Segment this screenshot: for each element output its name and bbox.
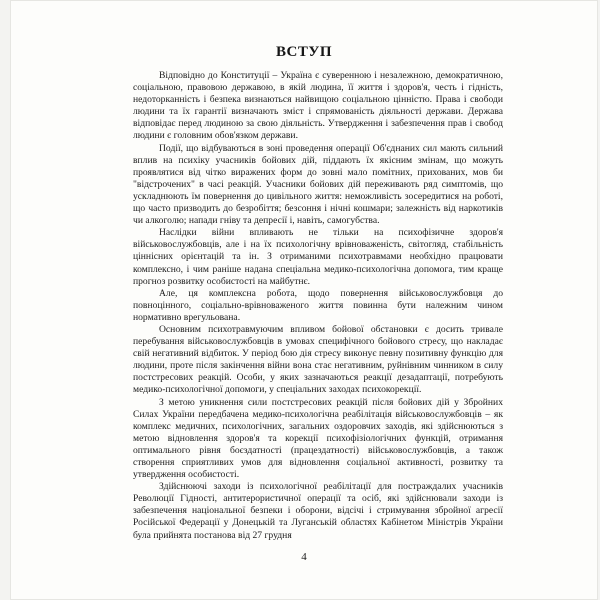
paragraph-combat-stress: Основним психотравмуючим впливом бойової обстановки є досить тривале перебування військовослужбовців в умовах специфічного бойового стресу, що накладає свій негативний відбиток. У період бою дія стресу виконує певну позитивну функцію для людини, проте після закінчення війни вона стає негативним, руйнівним чинником в силу постстресових реакцій. Особи, у яких зазначаються реакції дезадаптації, потребують медико-психологічної допомоги, у спеціальних заходах психокорекції. bbox=[133, 323, 503, 396]
paragraph-rehabilitation: З метою уникнення сили постстресових реакцій після бойових дій у Збройних Силах України передбачена медико-психологічна реабілітація військовослужбовців – як комплекс медичних, психологічних, загальних оздоровчих заходів, які здійснюються з метою відновлення здоров'я та корекції психофізіологічних функцій, отримання оптимального рівня боєздатності (працездатності) військовослужбовців, а також створення сприятливих умов для відновлення соціальної активності, розвитку та утвердження особистості. bbox=[133, 396, 503, 481]
document-page bbox=[10, 0, 598, 600]
paragraph-measures: Здійснюючі заходи із психологічної реабілітації для постраждалих учасників Революції Гідності, антитерористичної операції та осіб, які здійснювали заходи із забезпечення національної безпеки і оборони, відсічі і стримування збройної агресії Російської Федерації у Донецькій та Луганській областях Кабінетом Міністрів України була прийнята постанова від 27 грудня bbox=[133, 481, 503, 541]
paragraph-regulation: Але, ця комплексна робота, щодо повернення військовослужбовця до повноцінного, соціально-врівноваженого життя повинна бути належним чином нормативно врегульована. bbox=[133, 287, 503, 323]
document-body bbox=[133, 70, 503, 542]
page-title: ВСТУП bbox=[275, 44, 333, 60]
page-number: 4 bbox=[301, 551, 307, 563]
paragraph-constitution: Відповідно до Конституції – Україна є суверенною і незалежною, демократичною, соціальною, правовою державою, в якій людина, її життя і здоров'я, честь і гідність, недоторканність і безпека визнаються найвищою соціальною цінністю. Права і свободи людини та їх гарантії визначають зміст і спрямованість діяльності держави. Держава відповідає перед людиною за свою діяльність. Утвердження і забезпечення прав і свобод людини є головним обов'язком держави. bbox=[133, 70, 503, 142]
paragraph-war-consequences: Наслідки війни впливають не тільки на психофізичне здоров'я військовослужбовців, але і на їх психологічну врівноваженість, світогляд, стабільність ціннісних орієнтацій та ін. З отриманими психотравмами необхідно працювати комплексно, і чим раніше надана спеціальна медико-психологічна допомога, тим краще прогноз розвитку особистості на майбутнє. bbox=[133, 227, 503, 287]
paragraph-combat-impact: Події, що відбуваються в зоні проведення операції Об'єднаних сил мають сильний вплив на психіку учасників бойових дій, піддають їх якісним змінам, що можуть проявлятися від чітко виражених форм до зовні мало помітних, прихованих, мов би "відстрочених" в часі реакцій. Учасники бойових дій переживають ряд симптомів, що ускладнюють їм повернення до цивільного життя: неможливість зосередитися на роботі, що часто призводить до безробіття; безсоння і нічні кошмари; залежність від наркотиків чи алкоголю; напади гніву та депресії і, навіть, самогубства. bbox=[133, 142, 503, 227]
